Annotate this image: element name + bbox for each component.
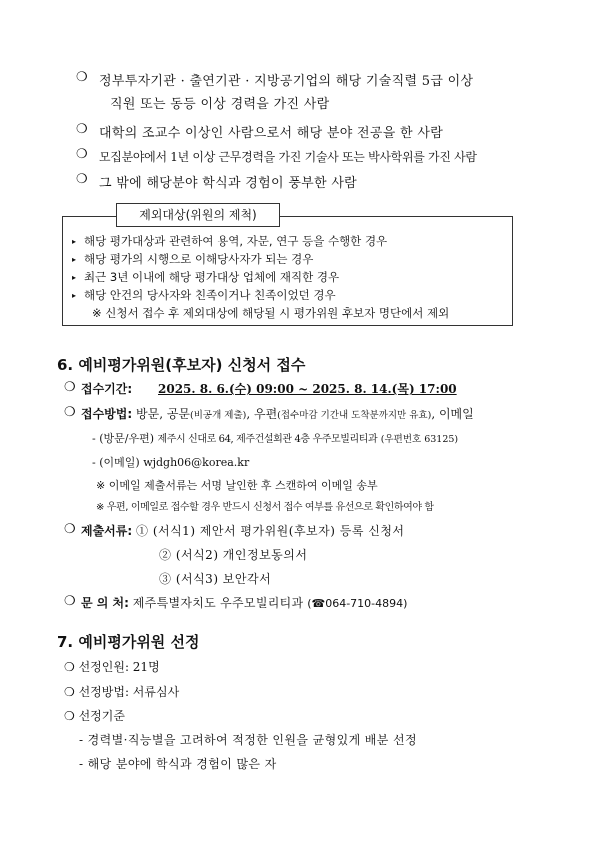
- visit-address-line: - (방문/우편) 제주시 신대로 64, 제주건설회관 4층 우주모빌리티과 (우편번호 63125): [92, 432, 459, 445]
- period-value: 2025. 8. 6.(수) 09:00 ~ 2025. 8. 14.(목) 17:00: [158, 382, 457, 396]
- selection-count: ❍ 선정인원: 21명: [64, 660, 160, 674]
- exclusion-box-title: 제외대상(위원의 제척): [116, 203, 280, 227]
- selection-criteria: ❍ 선정기준: [64, 709, 125, 723]
- qualification-item: 그 밖에 해당분야 학식과 경험이 풍부한 사람: [99, 176, 358, 191]
- triangle-marker-icon: ▸: [72, 273, 77, 282]
- docs-item: ① (서식1) 제안서 평가위원(후보자) 등록 신청서: [136, 524, 405, 538]
- method-line: 접수방법: 방문, 공문(비공개 제출), 우편(접수마감 기간내 도착분까지만 유효), 이메일: [81, 407, 474, 421]
- period-label: 접수기간:: [81, 382, 133, 396]
- bullet-icon: ❍: [64, 594, 76, 609]
- qualification-item: 정부투자기관 · 출연기관 · 지방공기업의 해당 기술직렬 5급 이상: [99, 74, 474, 89]
- exclusion-note: ※ 신청서 접수 후 제외대상에 해당될 시 평가위원 후보자 명단에서 제외: [92, 306, 450, 320]
- criteria-item: - 경력별·직능별을 고려하여 적정한 인원을 균형있게 배분 선정: [79, 733, 417, 747]
- bullet-icon: ❍: [64, 522, 76, 537]
- exclusion-item: 해당 안건의 당사자와 친족이거나 친족이었던 경우: [84, 288, 336, 302]
- triangle-marker-icon: ▸: [72, 291, 77, 300]
- email-link[interactable]: wjdgh06@korea.kr: [143, 456, 250, 469]
- section-7-heading: 7. 예비평가위원 선정: [57, 633, 200, 651]
- exclusion-item: 해당 평가대상과 관련하여 용역, 자문, 연구 등을 수행한 경우: [84, 234, 388, 248]
- exclusion-item: 최근 3년 이내에 해당 평가대상 업체에 재직한 경우: [84, 270, 340, 284]
- mail-note: ※ 우편, 이메일로 접수할 경우 반드시 신청서 접수 여부를 유선으로 확인하여야 함: [96, 502, 434, 513]
- bullet-icon: ❍: [64, 405, 76, 420]
- docs-label: 제출서류:: [81, 524, 133, 538]
- bullet-icon: ❍: [76, 147, 88, 162]
- qualification-item: 대학의 조교수 이상인 사람으로서 해당 분야 전공을 한 사람: [99, 126, 444, 141]
- selection-method: ❍ 선정방법: 서류심사: [64, 685, 180, 699]
- qualification-item-cont: 직원 또는 동등 이상 경력을 가진 사람: [110, 97, 330, 112]
- triangle-marker-icon: ▸: [72, 237, 77, 246]
- triangle-marker-icon: ▸: [72, 255, 77, 264]
- bullet-icon: ❍: [76, 122, 88, 137]
- contact-line: 문 의 처: 제주특별자치도 우주모빌리티과 (☎064-710-4894): [81, 596, 408, 610]
- qualification-item: 모집분야에서 1년 이상 근무경력을 가진 기술사 또는 박사학위를 가진 사람: [99, 150, 477, 164]
- section-6-heading: 6. 예비평가위원(후보자) 신청서 접수: [57, 356, 306, 374]
- email-note: ※ 이메일 제출서류는 서명 날인한 후 스캔하여 이메일 송부: [96, 479, 378, 492]
- bullet-icon: ❍: [76, 70, 88, 85]
- exclusion-item: 해당 평가의 시행으로 이해당사자가 되는 경우: [84, 252, 314, 266]
- bullet-icon: ❍: [64, 380, 76, 395]
- criteria-item: - 해당 분야에 학식과 경험이 많은 자: [79, 757, 277, 771]
- docs-item: ③ (서식3) 보안각서: [159, 572, 272, 586]
- docs-item: ② (서식2) 개인정보동의서: [159, 548, 308, 562]
- bullet-icon: ❍: [76, 172, 88, 187]
- email-line: - (이메일) wjdgh06@korea.kr: [92, 456, 250, 469]
